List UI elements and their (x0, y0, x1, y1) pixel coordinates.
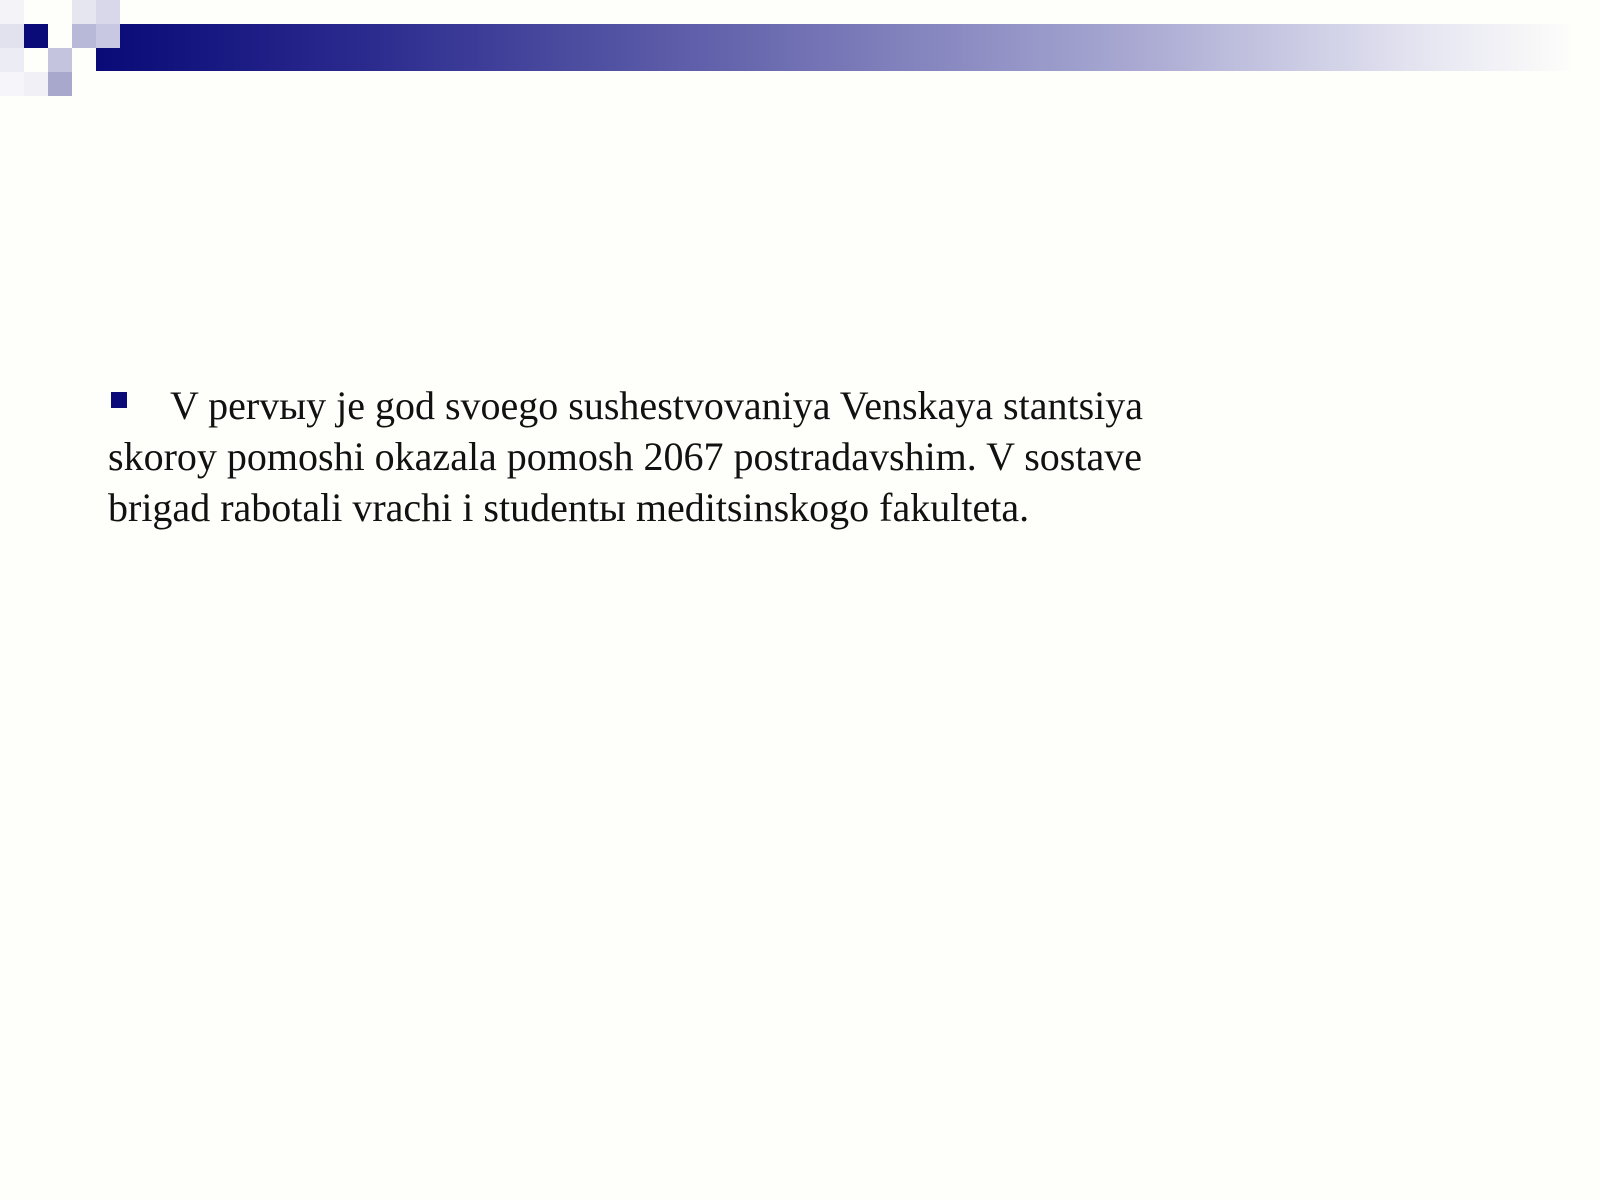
decor-square (0, 72, 24, 96)
decor-square-dark (24, 24, 48, 48)
decor-square (72, 24, 96, 48)
decor-square (0, 24, 24, 48)
decor-square (96, 0, 120, 24)
decor-square (48, 0, 72, 24)
decor-square (48, 48, 72, 72)
decor-square (0, 48, 24, 72)
decor-square (72, 0, 96, 24)
slide-body (108, 380, 1208, 533)
decor-square (0, 0, 24, 24)
bullet-item-text: V pervыy je god svoego sushestvovaniya Venskaya stantsiya skoroy pomoshi okazala pomosh 2067 postradavshim. V sostave brigad rabotali vrachi i studentы meditsinskogo fakulteta. (108, 383, 1144, 530)
decor-square (96, 24, 120, 48)
header-gradient-bar (96, 24, 1576, 71)
decor-square (24, 72, 48, 96)
decor-square (48, 72, 72, 96)
